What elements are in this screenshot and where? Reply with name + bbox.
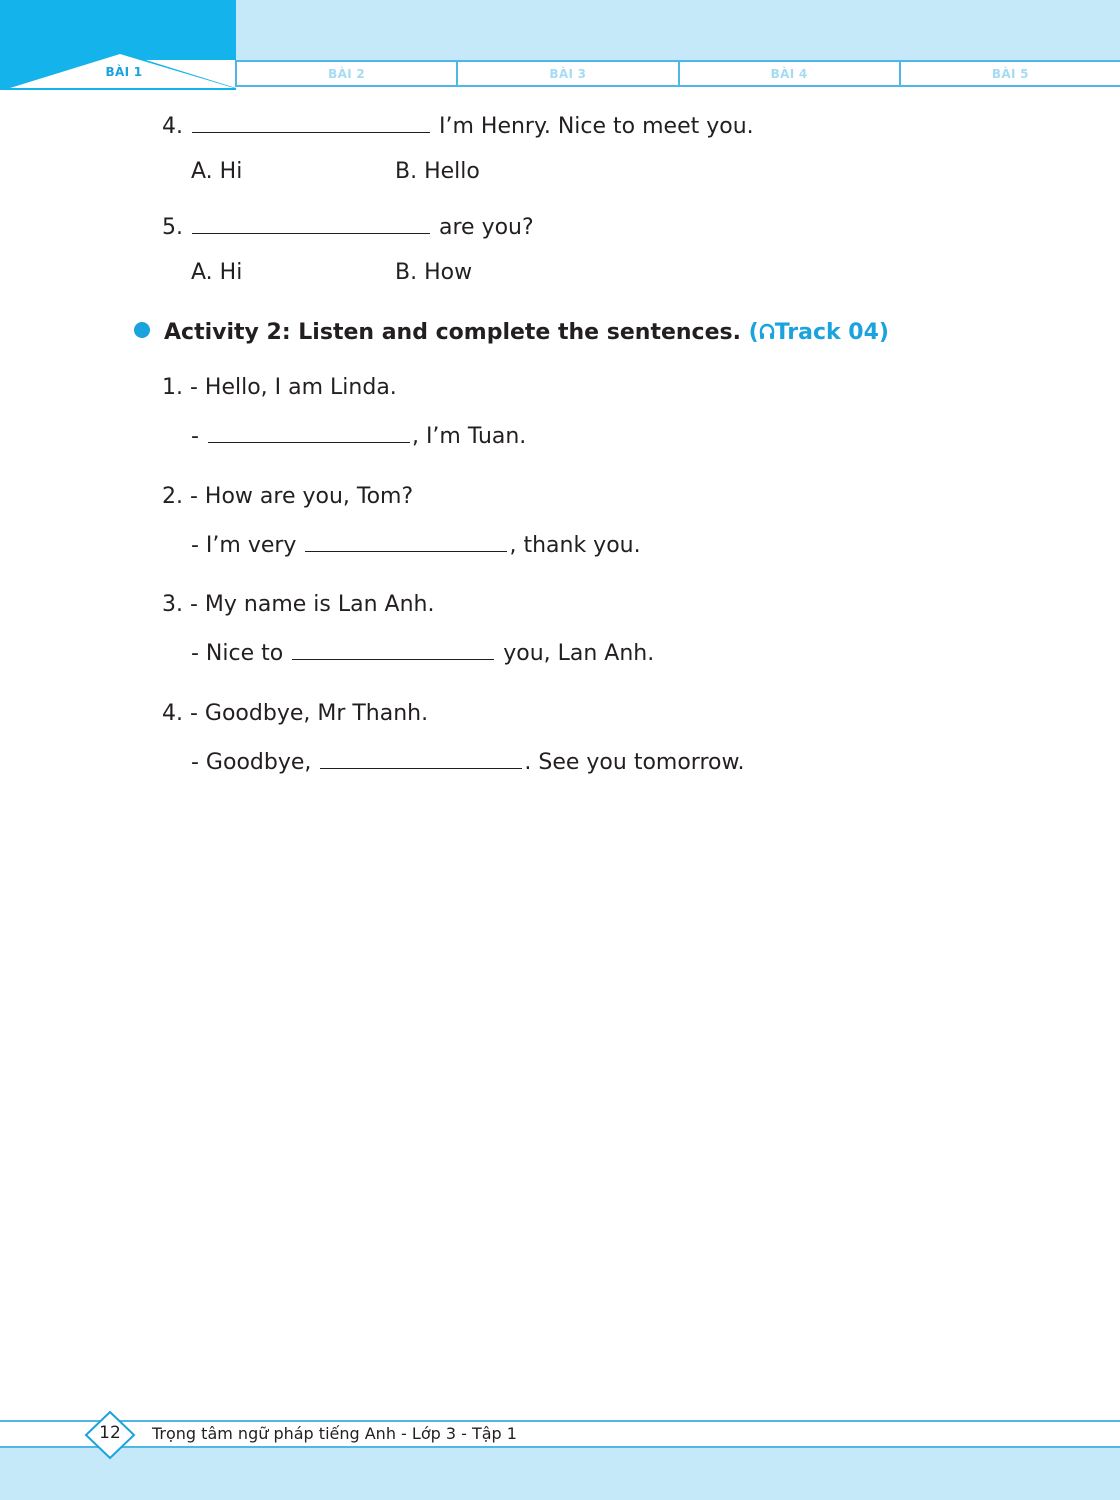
line-suffix: you, Lan Anh. [503,641,655,666]
option-b[interactable]: B. How [395,260,473,285]
tab-bai-5[interactable]: BÀI 5 [899,62,1120,85]
dialogue-4-line-1: 4. - Goodbye, Mr Thanh. [162,701,429,726]
question-number: 5. [162,215,183,240]
option-a[interactable]: A. Hi [191,159,243,184]
line-suffix: . See you tomorrow. [524,750,745,775]
book-title: Trọng tâm ngữ pháp tiếng Anh - Lớp 3 - Tập 1 [152,1424,517,1443]
line-prefix: - I’m very [191,533,297,558]
bullet-icon [134,322,150,338]
footer-band [0,1448,1120,1500]
question-number: 4. [162,114,183,139]
dialogue-2-line-2 [191,533,641,559]
dialogue-3-line-2 [191,641,654,667]
dialogue-1-line-1: 1. - Hello, I am Linda. [162,375,397,400]
option-a[interactable]: A. Hi [191,260,243,285]
dialogue-2-line-1: 2. - How are you, Tom? [162,484,414,509]
tab-bai-1[interactable] [0,0,236,90]
tab-bai-2[interactable]: BÀI 2 [235,62,456,85]
activity-2-heading [134,318,889,350]
track-open-paren: ( [748,320,759,345]
tab-bai-4[interactable]: BÀI 4 [678,62,899,85]
track-label: Track 04) [774,320,889,345]
answer-blank[interactable] [208,424,410,443]
option-b[interactable]: B. Hello [395,159,480,184]
line-prefix: - Goodbye, [191,750,312,775]
chapter-tabs [235,60,1120,87]
answer-blank[interactable] [320,750,522,769]
dialogue-4-line-2 [191,750,744,776]
answer-blank[interactable] [305,533,507,552]
question-5 [162,215,534,241]
answer-blank[interactable] [192,215,430,234]
dialogue-1-line-2 [191,424,526,450]
line-suffix: , I’m Tuan. [411,424,527,449]
headphones-icon [759,320,775,350]
line-suffix: , thank you. [509,533,641,558]
line-prefix: - [191,424,199,449]
answer-blank[interactable] [292,641,494,660]
tab-bai-3[interactable]: BÀI 3 [456,62,677,85]
track-link[interactable] [749,320,889,345]
page-number: 12 [99,1423,121,1443]
question-text: are you? [439,215,534,240]
question-4 [162,114,754,140]
answer-blank[interactable] [192,114,430,133]
dialogue-3-line-1: 3. - My name is Lan Anh. [162,592,435,617]
line-prefix: - Nice to [191,641,284,666]
active-tab-label: BÀI 1 [105,65,143,79]
question-text: I’m Henry. Nice to meet you. [439,114,754,139]
activity-2-title: Activity 2: Listen and complete the sentences. [164,320,741,345]
